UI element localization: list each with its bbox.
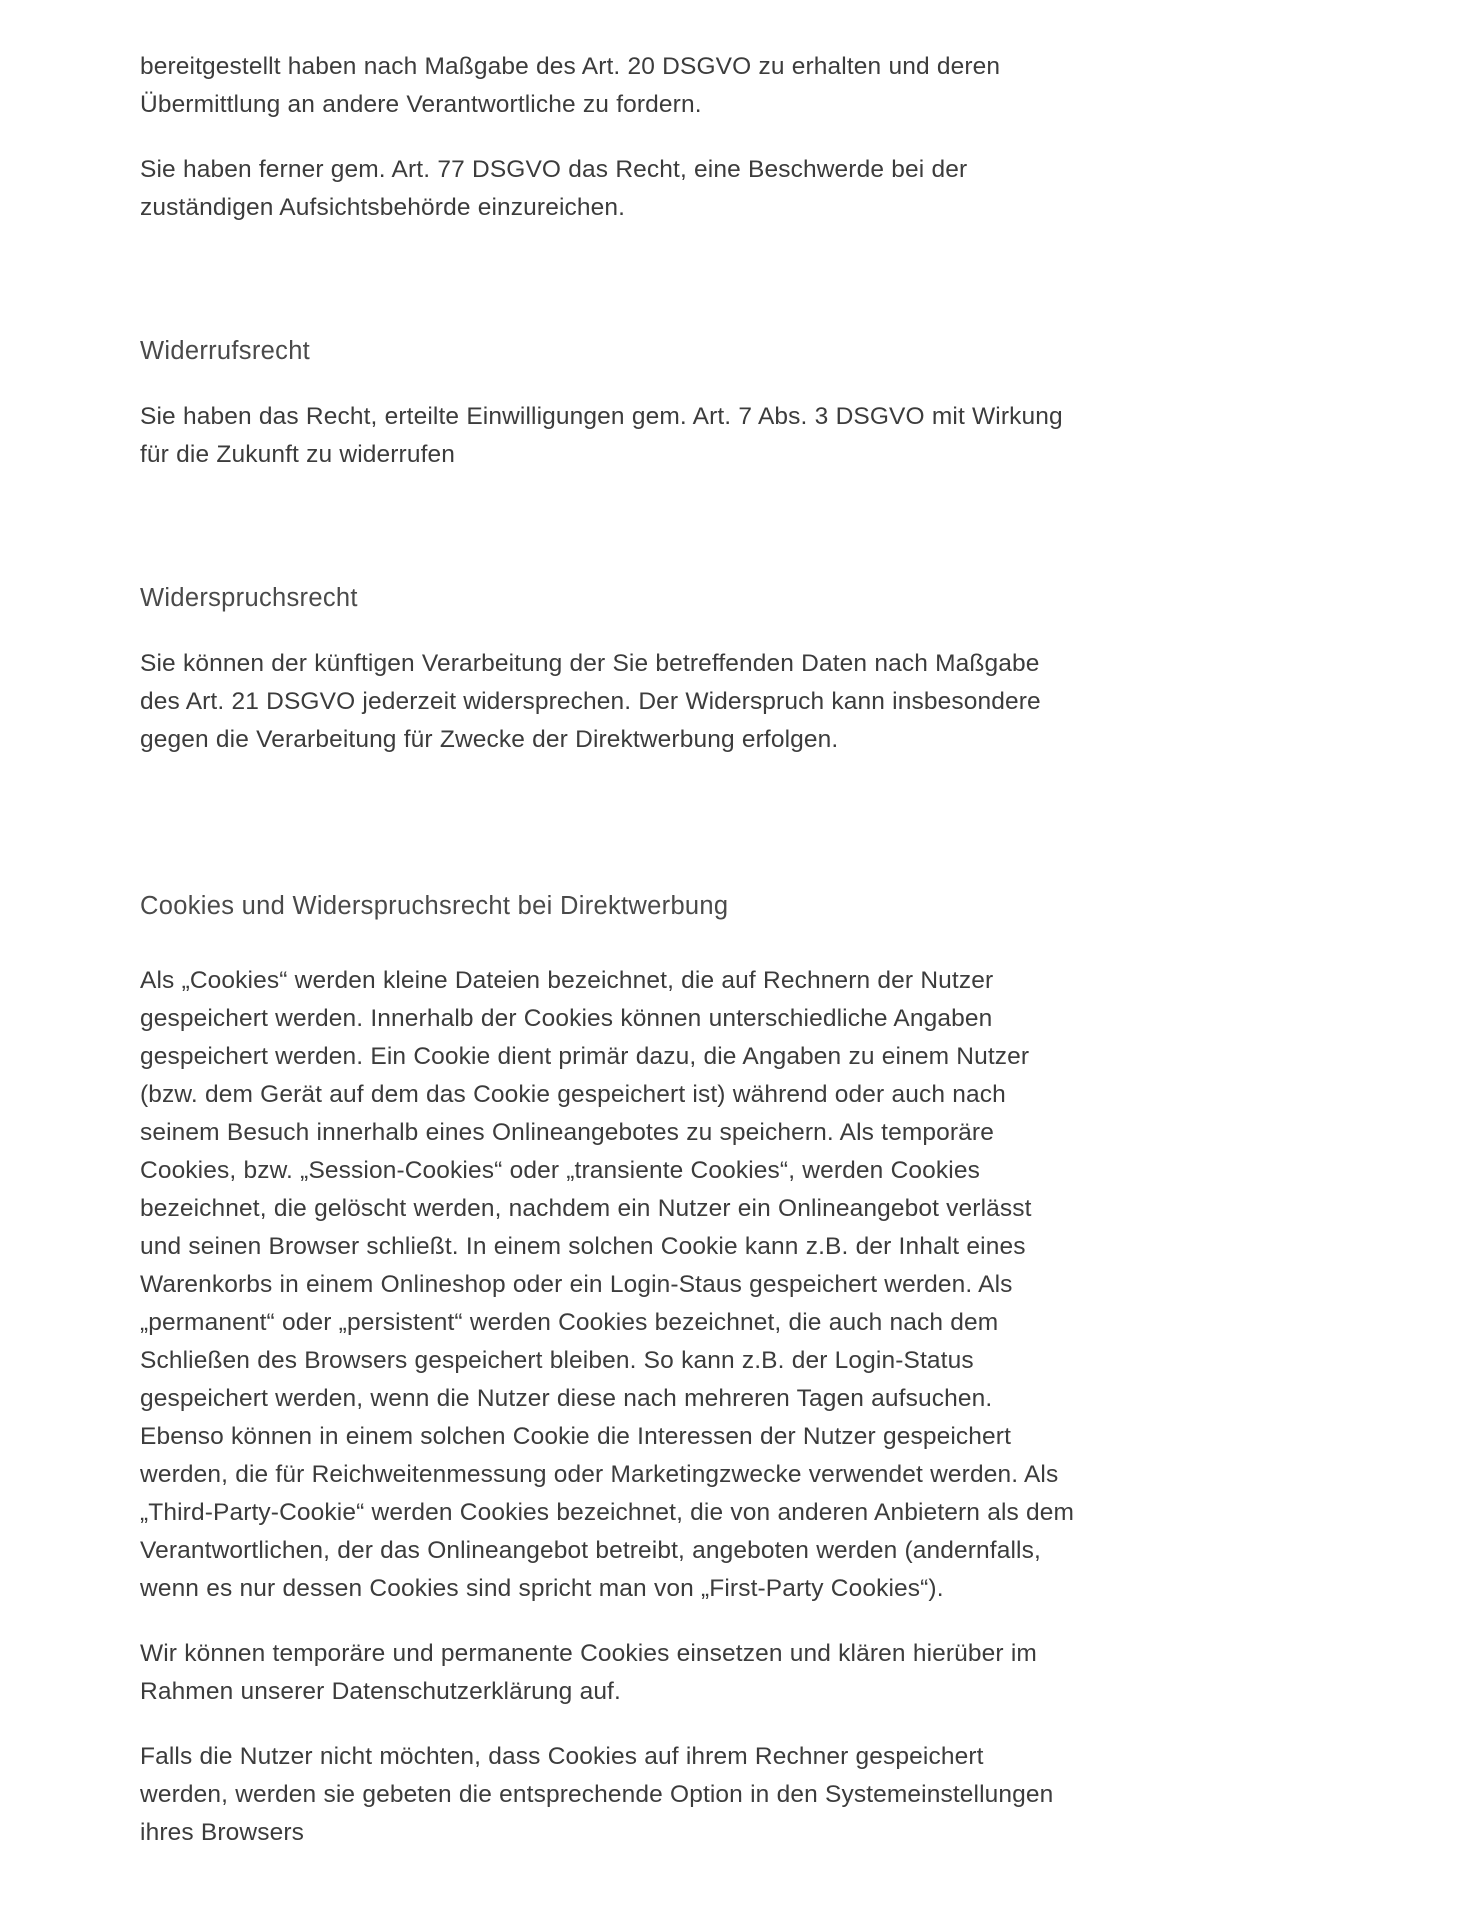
spacer-paragraph-3 — [140, 1711, 1075, 1738]
heading-widerrufsrecht: Widerrufsrecht — [140, 337, 311, 365]
paragraph-cookies-definition: Als „Cookies“ werden kleine Dateien bezeichnet, die auf Rechnern der Nutzer gespeichert werden. Innerhalb der Cookies können unterschiedliche Angaben gespeichert werden. Ein Cookie dient primär dazu, die Angaben zu einem Nutzer (bzw. dem Gerät auf dem das Cookie gespeichert ist) während oder auch nach seinem Besuch innerhalb eines Onlineangebotes zu speichern. Als temporäre Cookies, bzw. „Session-Cookies“ oder „transiente Cookies“, werden Cookies bezeichnet, die gelöscht werden, nachdem ein Nutzer ein Onlineangebot verlässt und seinen Browser schließt. In einem solchen Cookie kann z.B. der Inhalt eines Warenkorbs in einem Onlineshop oder ein Login-Staus gespeichert werden. Als „permanent“ oder „persistent“ werden Cookies bezeichnet, die auch nach dem Schließen des Browsers gespeichert bleiben. So kann z.B. der Login-Status gespeichert werden, wenn die Nutzer diese nach mehreren Tagen aufsuchen. Ebenso können in einem solchen Cookie die Interessen der Nutzer gespeichert werden, die für Reichweitenmessung oder Marketingzwecke verwendet werden. Als „Third-Party-Cookie“ werden Cookies bezeichnet, die von anderen Anbietern als dem Verantwortlichen, der das Onlineangebot betreibt, angeboten werden (andernfalls, wenn es nur dessen Cookies sind spricht man von „First-Party Cookies“). — [140, 967, 1075, 1602]
spacer-before-cookies-section — [140, 759, 1075, 887]
spacer-top — [140, 0, 1075, 48]
spacer-paragraph-2 — [140, 1608, 1075, 1635]
spacer-after-cookies-heading — [140, 925, 1075, 962]
paragraph-widerrufsrecht: Sie haben das Recht, erteilte Einwilligungen gem. Art. 7 Abs. 3 DSGVO mit Wirkung für die Zukunft zu widerrufen — [140, 403, 1063, 468]
paragraph-beschwerderecht: Sie haben ferner gem. Art. 77 DSGVO das Recht, eine Beschwerde bei der zuständigen Aufsichtsbehörde einzureichen. — [140, 156, 968, 221]
heading-cookies-und-widerspruchsrecht-bei-direktwerbung: Cookies und Widerspruchsrecht bei Direktwerbung — [140, 892, 729, 920]
paragraph-cookies-opt-out: Falls die Nutzer nicht möchten, dass Cookies auf ihrem Rechner gespeichert werden, werden sie gebeten die entsprechende Option in den Systemeinstellungen ihres Browsers — [140, 1743, 1054, 1846]
heading-widerspruchsrecht: Widerspruchsrecht — [140, 584, 358, 612]
spacer-paragraph — [140, 124, 1075, 151]
spacer-before-widerspruchsrecht — [140, 474, 1075, 579]
paragraph-cookies-einsatz: Wir können temporäre und permanente Cookies einsetzen und klären hierüber im Rahmen unserer Datenschutzerklärung auf. — [140, 1640, 1037, 1705]
spacer-before-widerrufsrecht — [140, 227, 1075, 332]
spacer-after-widerspruchsrecht-heading — [140, 617, 1075, 645]
spacer-after-widerrufsrecht-heading — [140, 370, 1075, 398]
paragraph-widerspruchsrecht: Sie können der künftigen Verarbeitung der Sie betreffenden Daten nach Maßgabe des Art. 21 DSGVO jederzeit widersprechen. Der Widerspruch kann insbesondere gegen die Verarbeitung für Zwecke der Direktwerbung erfolgen. — [140, 650, 1041, 753]
paragraph-datenuebertragbarkeit-continuation: bereitgestellt haben nach Maßgabe des Art. 20 DSGVO zu erhalten und deren Übermittlung an andere Verantwortliche zu fordern. — [140, 53, 1001, 118]
document-content-column — [140, 0, 1075, 1852]
